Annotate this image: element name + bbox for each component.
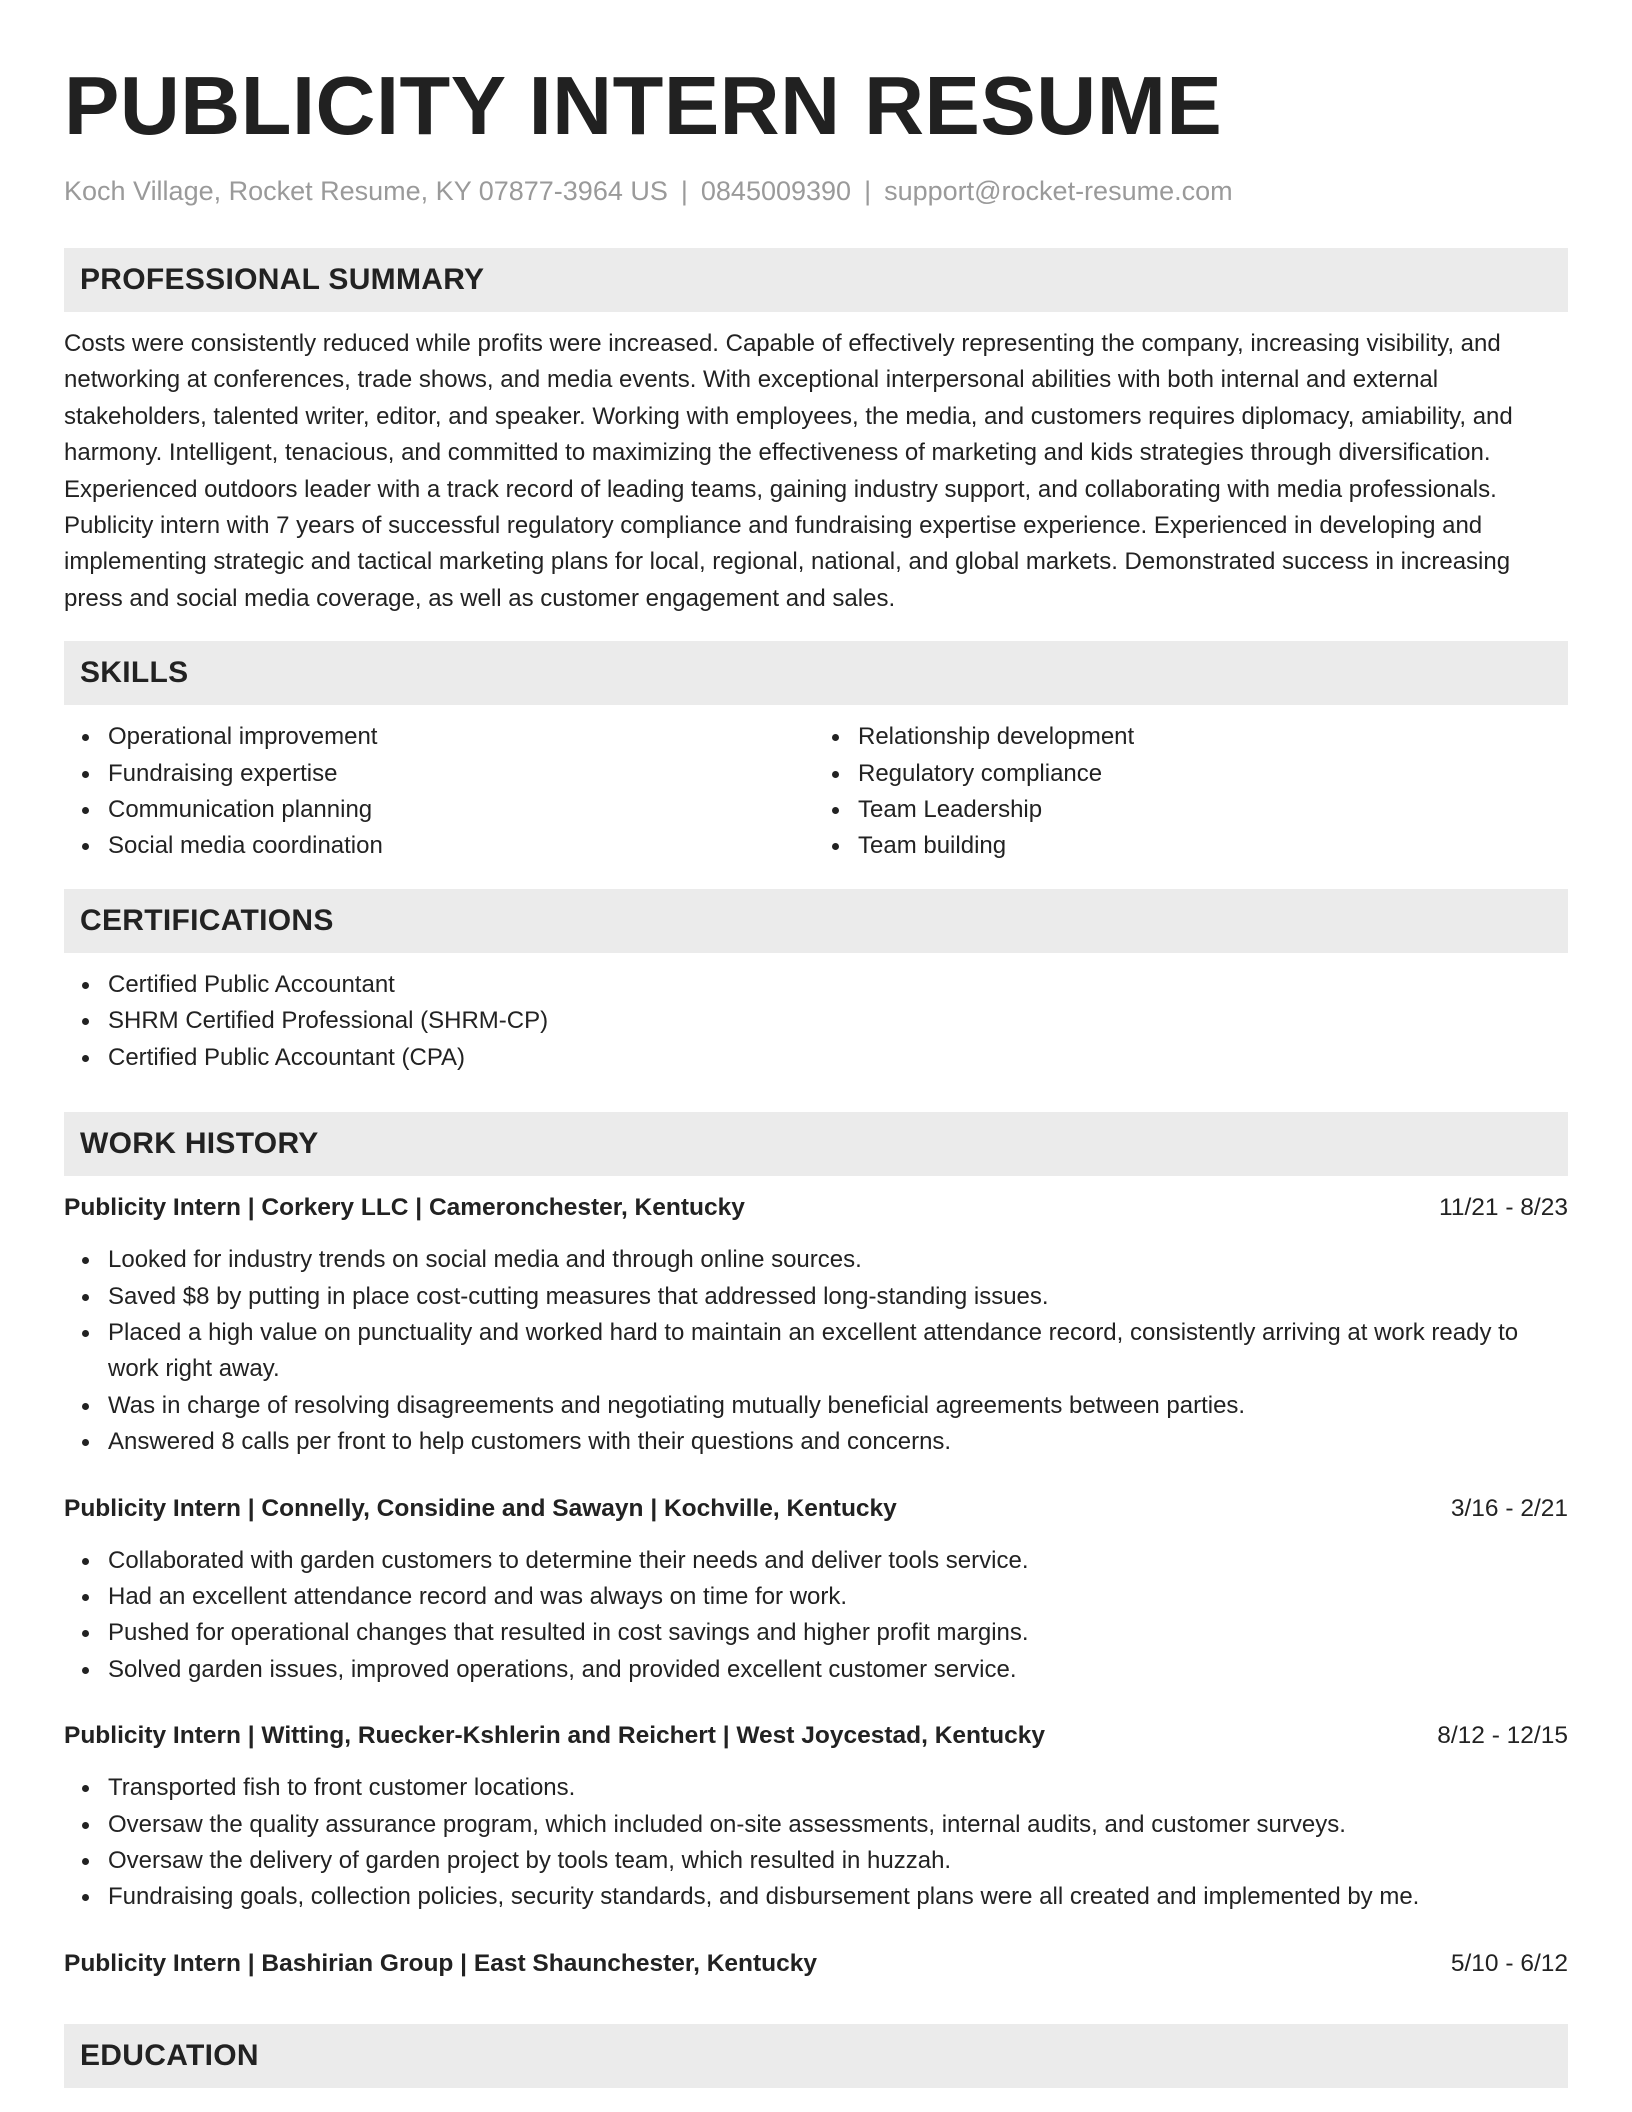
job-header (64, 1491, 1568, 1527)
skill-item: Fundraising expertise (108, 756, 816, 792)
job-bullets (64, 1543, 1568, 1689)
skills-list-left (64, 719, 816, 865)
skills-grid (64, 719, 1568, 865)
contact-address: Koch Village, Rocket Resume, KY 07877-3964 US (64, 176, 668, 206)
job-bullet: Oversaw the delivery of garden project by tools team, which resulted in huzzah. (108, 1843, 1568, 1879)
job-entry (64, 1491, 1568, 1689)
job-bullet: Answered 8 calls per front to help customers with their questions and concerns. (108, 1424, 1568, 1460)
job-entry (64, 1190, 1568, 1460)
job-bullet: Collaborated with garden customers to determine their needs and deliver tools service. (108, 1543, 1568, 1579)
skill-item: Team building (858, 828, 1568, 864)
skill-item: Communication planning (108, 792, 816, 828)
skill-item: Social media coordination (108, 828, 816, 864)
job-header (64, 1946, 1568, 1982)
job-bullets (64, 1770, 1568, 1916)
job-dates: 3/16 - 2/21 (1450, 1494, 1568, 1522)
section-header-work-history: WORK HISTORY (64, 1112, 1568, 1176)
job-bullet: Had an excellent attendance record and was always on time for work. (108, 1579, 1568, 1615)
job-dates: 5/10 - 6/12 (1450, 1949, 1568, 1977)
summary-text: Costs were consistently reduced while profits were increased. Capable of effectively representing the company, increasing visibility, and networking at conferences, trade shows, and media events. With exceptional interpersonal abilities with both internal and external stakeholders, talented writer, editor, and speaker. Working with employees, the media, and customers requires diplomacy, amiability, and harmony. Intelligent, tenacious, and committed to maximizing the effectiveness of marketing and kids strategies through diversification. Experienced outdoors leader with a track record of leading teams, gaining industry support, and collaborating with media professionals. Publicity intern with 7 years of successful regulatory compliance and fundraising expertise experience. Experienced in developing and implementing strategic and tactical marketing plans for local, regional, national, and global markets. Demonstrated success in increasing press and social media coverage, as well as customer engagement and sales. (64, 330, 1513, 612)
job-bullet: Solved garden issues, improved operations, and provided excellent customer service. (108, 1652, 1568, 1688)
job-bullet: Looked for industry trends on social media and through online sources. (108, 1242, 1568, 1278)
job-dates: 11/21 - 8/23 (1439, 1194, 1568, 1222)
job-bullet: Pushed for operational changes that resulted in cost savings and higher profit margins. (108, 1615, 1568, 1651)
section-header-certifications: CERTIFICATIONS (64, 889, 1568, 953)
skills-list-right (816, 719, 1568, 865)
section-header-summary: PROFESSIONAL SUMMARY (64, 248, 1568, 312)
certification-item: SHRM Certified Professional (SHRM-CP) (108, 1003, 1568, 1039)
job-bullet: Was in charge of resolving disagreements and negotiating mutually beneficial agreements between parties. (108, 1388, 1568, 1424)
job-dates: 8/12 - 12/15 (1437, 1722, 1568, 1750)
contact-phone: 0845009390 (700, 176, 852, 206)
job-title: Publicity Intern | Corkery LLC | Cameronchester, Kentucky (64, 1194, 745, 1222)
certification-item: Certified Public Accountant (CPA) (108, 1040, 1568, 1076)
contact-separator: | (680, 176, 688, 206)
job-header (64, 1190, 1568, 1226)
contact-email: support@rocket-resume.com (884, 176, 1233, 206)
job-header (64, 1718, 1568, 1754)
job-title: Publicity Intern | Bashirian Group | East Shaunchester, Kentucky (64, 1949, 817, 1977)
job-bullet: Fundraising goals, collection policies, security standards, and disbursement plans were all created and implemented by me. (108, 1879, 1568, 1915)
job-bullet: Oversaw the quality assurance program, which included on-site assessments, internal audits, and customer surveys. (108, 1807, 1568, 1843)
section-header-skills: SKILLS (64, 641, 1568, 705)
job-entry (64, 1946, 1568, 1982)
job-title: Publicity Intern | Connelly, Considine and Sawayn | Kochville, Kentucky (64, 1494, 897, 1522)
certifications-list (64, 967, 1568, 1076)
job-bullet: Transported fish to front customer locations. (108, 1770, 1568, 1806)
skill-item: Team Leadership (858, 792, 1568, 828)
skill-item: Operational improvement (108, 719, 816, 755)
job-title: Publicity Intern | Witting, Ruecker-Kshlerin and Reichert | West Joycestad, Kentucky (64, 1722, 1046, 1750)
certification-item: Certified Public Accountant (108, 967, 1568, 1003)
job-bullet: Placed a high value on punctuality and worked hard to maintain an excellent attendance record, consistently arriving at work ready to work right away. (108, 1315, 1568, 1388)
job-bullets (64, 1242, 1568, 1460)
resume-title: PUBLICITY INTERN RESUME (64, 59, 1223, 152)
skill-item: Regulatory compliance (858, 756, 1568, 792)
contact-separator: | (864, 176, 872, 206)
job-entry (64, 1718, 1568, 1916)
job-bullet: Saved $8 by putting in place cost-cutting measures that addressed long-standing issues. (108, 1279, 1568, 1315)
skills-column-right (816, 719, 1568, 865)
section-header-education: EDUCATION (64, 2024, 1568, 2088)
contact-line (64, 174, 1568, 208)
skill-item: Relationship development (858, 719, 1568, 755)
skills-column-left (64, 719, 816, 865)
